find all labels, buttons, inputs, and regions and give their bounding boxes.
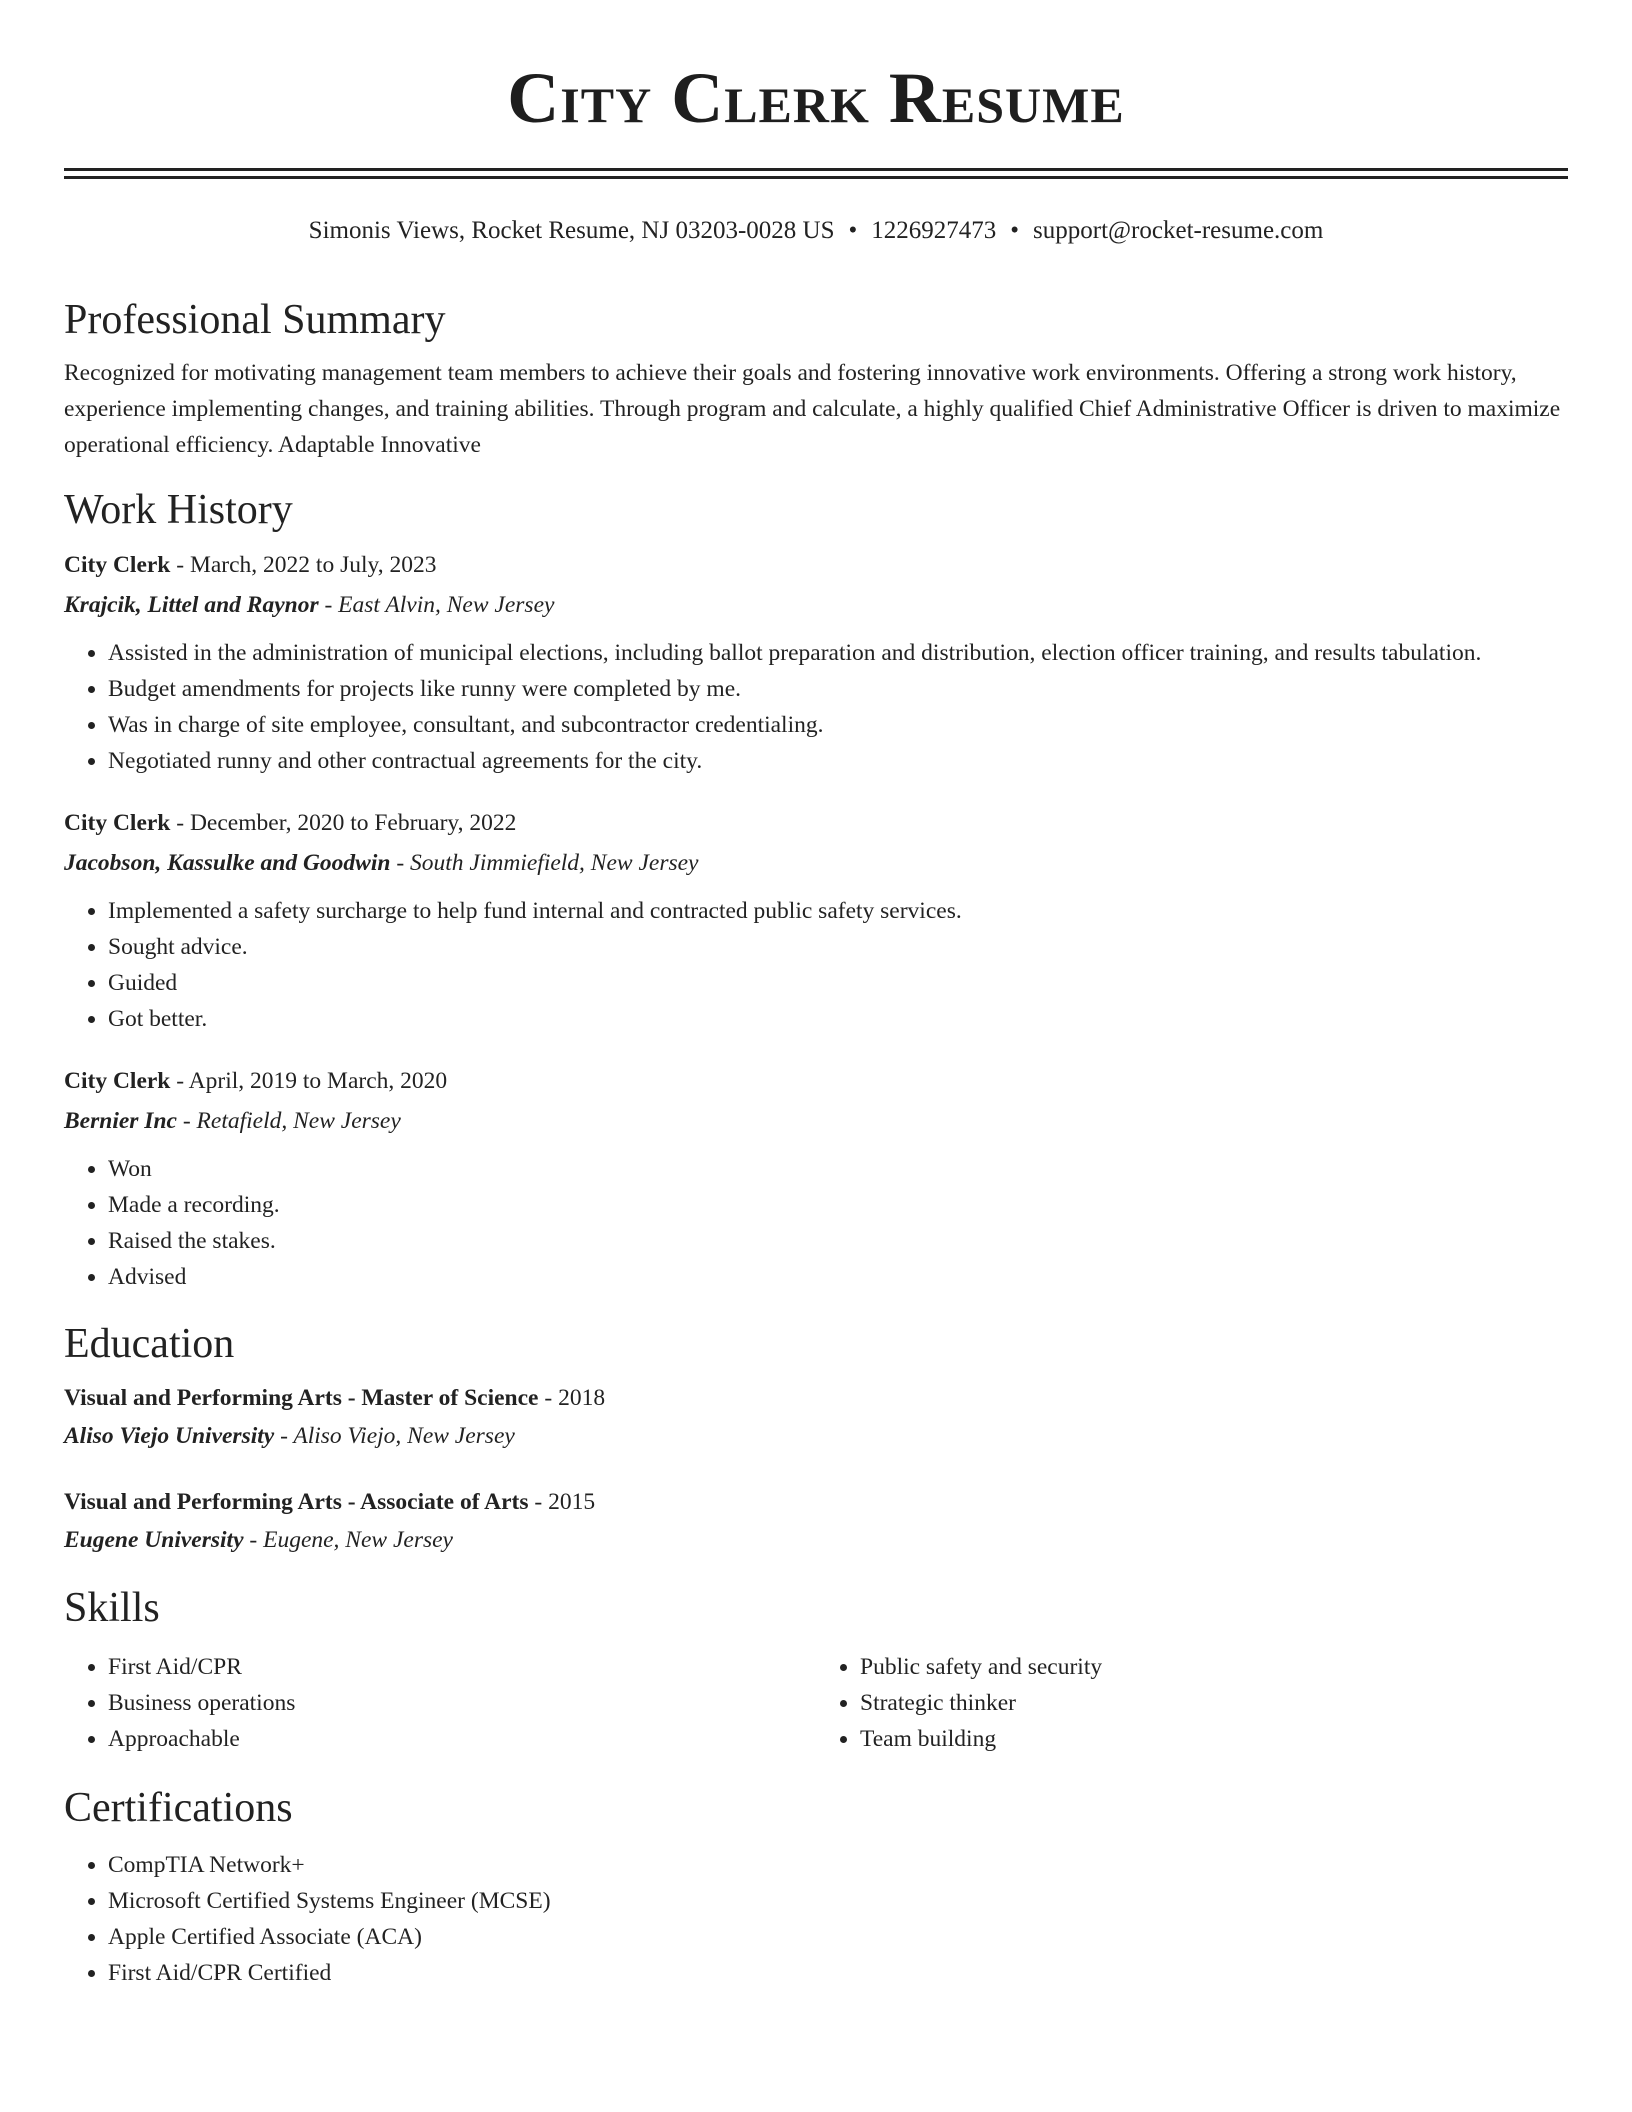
job-bullets	[64, 1151, 1568, 1295]
contact-separator: •	[848, 217, 858, 244]
certifications-section	[64, 1773, 1568, 1991]
list-item: • Business operations	[108, 1685, 816, 1721]
job-title: City Clerk	[64, 552, 171, 578]
education-location: - Eugene, New Jersey	[249, 1527, 453, 1553]
job-dates: - April, 2019 to March, 2020	[176, 1068, 448, 1094]
work-history-heading: Work History	[64, 487, 293, 533]
education-section	[64, 1309, 1568, 1559]
list-item: • First Aid/CPR Certified	[108, 1955, 1568, 1991]
list-item: • Implemented a safety surcharge to help fund internal and contracted public safety services.	[108, 893, 1568, 929]
list-item: • Won	[108, 1151, 1568, 1187]
certifications-heading: Certifications	[64, 1785, 293, 1831]
list-item: • Team building	[860, 1721, 1568, 1757]
education-degree: Visual and Performing Arts - Associate of Arts	[64, 1489, 529, 1515]
certifications-list	[64, 1847, 1568, 1991]
contact-email: support@rocket-resume.com	[1033, 217, 1324, 244]
summary-section	[64, 285, 1568, 463]
job-dates: - December, 2020 to February, 2022	[176, 810, 517, 836]
summary-text: Recognized for motivating management team members to achieve their goals and fostering innovative work environments. Offering a strong work history, experience implementing changes, and training abilities. Through program and calculate, a highly qualified Chief Administrative Officer is driven to maximize operational efficiency. Adaptable Innovative	[64, 360, 1561, 458]
page-title: City Clerk Resume	[507, 58, 1125, 138]
job-company: Bernier Inc	[64, 1108, 177, 1134]
education-location: - Aliso Viejo, New Jersey	[280, 1423, 515, 1449]
list-item: • Budget amendments for projects like runny were completed by me.	[108, 671, 1568, 707]
job-entry	[64, 803, 1568, 1037]
education-school: Eugene University	[64, 1527, 244, 1553]
list-item: • Advised	[108, 1259, 1568, 1295]
education-year: - 2015	[534, 1489, 596, 1515]
contact-phone: 1226927473	[871, 217, 997, 244]
education-degree: Visual and Performing Arts - Master of Science	[64, 1385, 539, 1411]
contact-address: Simonis Views, Rocket Resume, NJ 03203-0028 US	[308, 217, 835, 244]
list-item: • Was in charge of site employee, consultant, and subcontractor credentialing.	[108, 707, 1568, 743]
list-item: • Made a recording.	[108, 1187, 1568, 1223]
job-title: City Clerk	[64, 1068, 171, 1094]
title-double-rule	[64, 168, 1568, 179]
list-item: • Assisted in the administration of municipal elections, including ballot preparation and distribution, election officer training, and results tabulation.	[108, 635, 1568, 671]
list-item: • Guided	[108, 965, 1568, 1001]
list-item: • First Aid/CPR	[108, 1649, 816, 1685]
list-item: • Got better.	[108, 1001, 1568, 1037]
list-item: • Apple Certified Associate (ACA)	[108, 1919, 1568, 1955]
job-company: Jacobson, Kassulke and Goodwin	[64, 850, 391, 876]
list-item: • Microsoft Certified Systems Engineer (MCSE)	[108, 1883, 1568, 1919]
list-item: • Sought advice.	[108, 929, 1568, 965]
skills-section	[64, 1573, 1568, 1757]
job-location: - South Jimmiefield, New Jersey	[396, 850, 699, 876]
list-item: • Raised the stakes.	[108, 1223, 1568, 1259]
education-entry	[64, 1379, 1568, 1455]
education-school: Aliso Viejo University	[64, 1423, 275, 1449]
job-company: Krajcik, Littel and Raynor	[64, 592, 319, 618]
skills-heading: Skills	[64, 1585, 160, 1631]
job-entry	[64, 1061, 1568, 1295]
list-item: • Public safety and security	[860, 1649, 1568, 1685]
job-bullets	[64, 635, 1568, 779]
list-item: • Approachable	[108, 1721, 816, 1757]
work-history-section	[64, 475, 1568, 1295]
summary-heading: Professional Summary	[64, 297, 446, 343]
skills-columns	[64, 1649, 1568, 1757]
skills-list-left	[64, 1649, 816, 1757]
resume-content	[64, 285, 1568, 1991]
list-item: • Negotiated runny and other contractual agreements for the city.	[108, 743, 1568, 779]
education-heading: Education	[64, 1321, 235, 1367]
list-item: • CompTIA Network+	[108, 1847, 1568, 1883]
job-bullets	[64, 893, 1568, 1037]
job-location: - East Alvin, New Jersey	[324, 592, 555, 618]
education-year: - 2018	[544, 1385, 606, 1411]
contact-line	[64, 213, 1568, 249]
education-entry	[64, 1483, 1568, 1559]
contact-separator: •	[1010, 217, 1020, 244]
job-location: - Retafield, New Jersey	[182, 1108, 401, 1134]
list-item: • Strategic thinker	[860, 1685, 1568, 1721]
job-entry	[64, 545, 1568, 779]
skills-list-right	[816, 1649, 1568, 1757]
job-dates: - March, 2022 to July, 2023	[176, 552, 437, 578]
job-title: City Clerk	[64, 810, 171, 836]
